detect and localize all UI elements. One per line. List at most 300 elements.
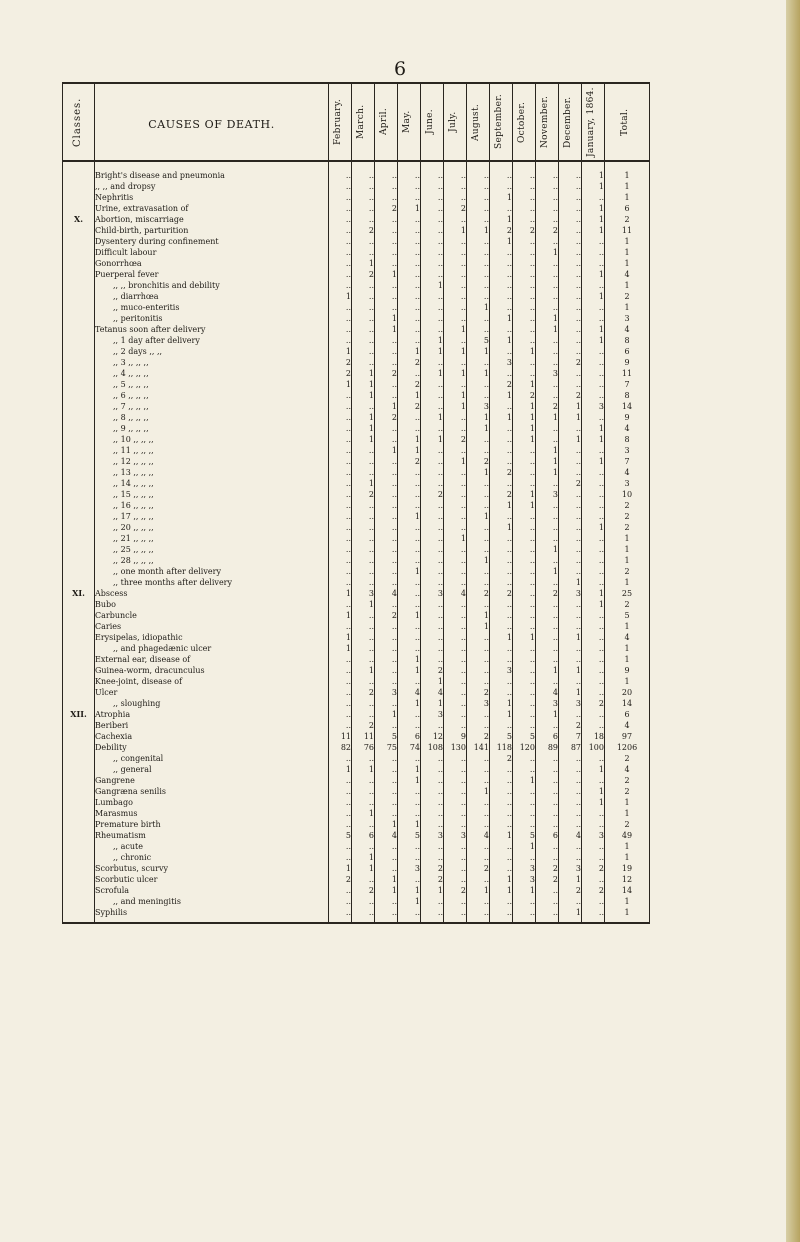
month-count-cell: ..	[513, 786, 536, 797]
month-count-cell: ..	[398, 720, 421, 731]
month-count-cell: ..	[559, 423, 582, 434]
month-count-cell: 1	[536, 467, 559, 478]
cause-cell	[95, 357, 329, 368]
month-count-cell: ..	[375, 456, 398, 467]
month-count-cell: ..	[329, 456, 352, 467]
month-count-cell: ..	[467, 324, 490, 335]
month-count-cell: ..	[467, 214, 490, 225]
month-count-cell: ..	[582, 467, 605, 478]
total-cell: 4	[605, 632, 650, 643]
month-count-cell: 3	[421, 709, 444, 720]
month-count-cell: ..	[375, 302, 398, 313]
month-count-cell: 1	[513, 346, 536, 357]
month-count-cell: ..	[490, 346, 513, 357]
cause-label: Urine, extravasation of	[95, 204, 189, 213]
month-count-cell: 3	[513, 863, 536, 874]
class-cell	[63, 896, 95, 907]
month-count-cell: ..	[444, 192, 467, 203]
table-row	[63, 797, 650, 808]
month-count-cell: ..	[513, 203, 536, 214]
month-count-cell: ..	[444, 357, 467, 368]
cause-label: Bubo	[95, 600, 116, 609]
month-count-cell: 2	[490, 588, 513, 599]
month-count-cell: 18	[582, 731, 605, 742]
cause-cell	[95, 742, 329, 753]
table-row	[63, 324, 650, 335]
month-count-cell: ..	[352, 544, 375, 555]
month-count-cell: ..	[559, 808, 582, 819]
class-cell	[63, 797, 95, 808]
table-row	[63, 346, 650, 357]
month-count-cell: ..	[444, 676, 467, 687]
month-count-cell: ..	[490, 797, 513, 808]
month-count-cell: 1	[467, 511, 490, 522]
total-cell: 2	[605, 500, 650, 511]
month-count-cell: 2	[490, 379, 513, 390]
month-count-cell: ..	[559, 456, 582, 467]
month-count-cell: ..	[467, 896, 490, 907]
month-count-cell: 4	[421, 687, 444, 698]
month-count-cell: ..	[421, 632, 444, 643]
month-count-cell: ..	[444, 258, 467, 269]
month-count-cell: ..	[375, 192, 398, 203]
month-count-cell: 1	[421, 335, 444, 346]
total-cell: 1	[605, 236, 650, 247]
month-count-cell: 2	[490, 225, 513, 236]
month-count-cell: ..	[444, 522, 467, 533]
month-count-cell: ..	[398, 588, 421, 599]
month-count-cell: ..	[444, 302, 467, 313]
month-count-cell: ..	[352, 654, 375, 665]
month-count-cell: ..	[490, 819, 513, 830]
month-count-cell: ..	[444, 720, 467, 731]
column-header-causes: CAUSES OF DEATH.	[95, 83, 329, 161]
month-count-cell: ..	[559, 775, 582, 786]
month-count-cell: ..	[559, 676, 582, 687]
class-cell	[63, 522, 95, 533]
month-count-cell: ..	[536, 852, 559, 863]
month-count-cell: 2	[536, 874, 559, 885]
month-count-cell: 1	[467, 621, 490, 632]
cause-label: Scrofula	[95, 886, 130, 895]
month-count-cell: ..	[375, 533, 398, 544]
cause-cell	[95, 258, 329, 269]
month-count-cell: ..	[329, 852, 352, 863]
month-count-cell: 5	[467, 335, 490, 346]
month-count-cell: ..	[582, 478, 605, 489]
cause-cell	[95, 280, 329, 291]
table-row	[63, 555, 650, 566]
cause-cell	[95, 522, 329, 533]
class-cell	[63, 676, 95, 687]
month-count-cell: 1	[490, 390, 513, 401]
page-edge	[786, 0, 800, 1242]
month-count-cell: 2	[421, 863, 444, 874]
month-count-cell: ..	[582, 379, 605, 390]
month-count-cell: ..	[513, 764, 536, 775]
table-row	[63, 544, 650, 555]
month-count-cell: ..	[536, 797, 559, 808]
table-row	[63, 269, 650, 280]
month-count-cell: ..	[559, 203, 582, 214]
month-count-cell: ..	[375, 665, 398, 676]
month-count-cell: ..	[536, 775, 559, 786]
cause-label: ,, chronic	[113, 853, 152, 862]
column-header-january-1864: January, 1864.	[582, 83, 605, 161]
month-count-cell: ..	[490, 852, 513, 863]
month-count-cell: ..	[513, 566, 536, 577]
month-count-cell: 1	[490, 236, 513, 247]
total-cell: 2	[605, 819, 650, 830]
month-count-cell: ..	[421, 522, 444, 533]
month-count-cell: ..	[513, 313, 536, 324]
month-count-cell: 1	[559, 577, 582, 588]
total-cell: 97	[605, 731, 650, 742]
month-count-cell: ..	[421, 643, 444, 654]
month-count-cell: ..	[375, 896, 398, 907]
month-count-cell: ..	[444, 280, 467, 291]
month-count-cell: ..	[329, 181, 352, 192]
month-count-cell: 3	[398, 863, 421, 874]
month-count-cell: ..	[352, 907, 375, 923]
cause-cell	[95, 665, 329, 676]
header-row	[63, 83, 650, 161]
month-count-cell: ..	[490, 896, 513, 907]
cause-label: Carbuncle	[95, 611, 137, 620]
cause-label: Gonorrhœa	[95, 259, 142, 268]
total-cell: 9	[605, 357, 650, 368]
month-count-cell: 1	[582, 599, 605, 610]
month-count-cell: 1	[398, 445, 421, 456]
month-count-cell: ..	[352, 577, 375, 588]
class-cell	[63, 456, 95, 467]
month-count-cell: ..	[467, 533, 490, 544]
month-count-cell: ..	[513, 357, 536, 368]
cause-label: Guinea-worm, dracunculus	[95, 666, 205, 675]
month-count-cell: 2	[467, 863, 490, 874]
table-row	[63, 588, 650, 599]
month-count-cell: ..	[536, 379, 559, 390]
month-count-cell: 1	[352, 863, 375, 874]
month-count-cell: ..	[490, 687, 513, 698]
month-count-cell: ..	[329, 654, 352, 665]
month-count-cell: 1	[582, 456, 605, 467]
cause-cell	[95, 907, 329, 923]
table-row	[63, 632, 650, 643]
month-count-cell: 1	[536, 709, 559, 720]
month-count-cell: ..	[582, 687, 605, 698]
month-count-cell: ..	[329, 313, 352, 324]
month-count-cell: ..	[513, 236, 536, 247]
total-cell: 1	[605, 302, 650, 313]
cause-cell	[95, 456, 329, 467]
month-count-cell: ..	[375, 247, 398, 258]
month-count-cell: 2	[490, 467, 513, 478]
class-cell	[63, 654, 95, 665]
cause-cell	[95, 555, 329, 566]
total-cell: 1	[605, 808, 650, 819]
month-count-cell: ..	[375, 654, 398, 665]
month-count-cell: ..	[329, 841, 352, 852]
month-count-cell: ..	[375, 841, 398, 852]
month-count-cell: ..	[536, 819, 559, 830]
month-count-cell: ..	[582, 874, 605, 885]
month-count-cell: ..	[444, 379, 467, 390]
total-cell: 1	[605, 533, 650, 544]
month-count-cell: ..	[329, 269, 352, 280]
month-count-cell: ..	[467, 841, 490, 852]
month-count-cell: ..	[513, 478, 536, 489]
month-count-cell: 1	[559, 687, 582, 698]
month-count-cell: ..	[490, 511, 513, 522]
month-count-cell: ..	[467, 720, 490, 731]
month-count-cell: ..	[490, 478, 513, 489]
month-count-cell: ..	[582, 533, 605, 544]
total-cell: 9	[605, 412, 650, 423]
table-row	[63, 709, 650, 720]
month-count-cell: ..	[559, 280, 582, 291]
month-count-cell: 2	[536, 225, 559, 236]
month-count-cell: 1	[421, 280, 444, 291]
class-cell	[63, 269, 95, 280]
month-count-cell: ..	[329, 302, 352, 313]
month-count-cell: ..	[329, 335, 352, 346]
total-cell: 4	[605, 423, 650, 434]
cause-label: Puerperal fever	[95, 270, 159, 279]
month-count-cell: ..	[444, 621, 467, 632]
month-count-cell: ..	[444, 478, 467, 489]
cause-label: ,, 2 days ,, ,,	[113, 347, 163, 356]
month-count-cell: ..	[421, 302, 444, 313]
total-cell: 14	[605, 401, 650, 412]
month-count-cell: 1	[444, 390, 467, 401]
month-count-cell: ..	[467, 654, 490, 665]
month-count-cell: ..	[582, 489, 605, 500]
month-count-cell: ..	[398, 214, 421, 225]
month-count-cell: 2	[467, 687, 490, 698]
month-count-cell: 1	[329, 643, 352, 654]
month-count-cell: ..	[352, 181, 375, 192]
month-count-cell: ..	[375, 775, 398, 786]
month-count-cell: ..	[444, 610, 467, 621]
month-count-cell: ..	[421, 819, 444, 830]
cause-cell	[95, 896, 329, 907]
class-cell	[63, 610, 95, 621]
cause-cell	[95, 401, 329, 412]
month-count-cell: 2	[513, 390, 536, 401]
table-row	[63, 456, 650, 467]
month-count-cell: ..	[375, 467, 398, 478]
month-count-cell: ..	[582, 368, 605, 379]
month-count-cell: ..	[375, 357, 398, 368]
cause-cell	[95, 698, 329, 709]
class-cell	[63, 643, 95, 654]
month-count-cell: ..	[352, 456, 375, 467]
month-count-cell: ..	[398, 544, 421, 555]
month-count-cell: ..	[490, 533, 513, 544]
month-count-cell: ..	[444, 852, 467, 863]
month-count-cell: ..	[329, 533, 352, 544]
month-count-cell: ..	[582, 753, 605, 764]
month-count-cell: ..	[329, 401, 352, 412]
month-count-cell: ..	[513, 665, 536, 676]
cause-label: ,, general	[113, 765, 152, 774]
table-row	[63, 720, 650, 731]
cause-label: Rheumatism	[95, 831, 146, 840]
month-count-cell: ..	[375, 852, 398, 863]
month-count-cell: ..	[490, 401, 513, 412]
cause-cell	[95, 302, 329, 313]
month-count-cell: ..	[467, 478, 490, 489]
month-count-cell: 2	[375, 203, 398, 214]
month-count-cell: ..	[559, 797, 582, 808]
month-count-cell: 1	[329, 588, 352, 599]
month-count-cell: 4	[559, 830, 582, 841]
month-count-cell: 1	[490, 522, 513, 533]
month-count-cell: ..	[375, 346, 398, 357]
month-count-cell: 1	[352, 379, 375, 390]
cause-label: ,, 14 ,, ,, ,,	[113, 479, 154, 488]
cause-cell	[95, 841, 329, 852]
month-count-cell: 1	[490, 709, 513, 720]
month-count-cell: ..	[329, 236, 352, 247]
month-count-cell: ..	[421, 533, 444, 544]
month-count-cell: ..	[490, 610, 513, 621]
month-count-cell: 9	[444, 731, 467, 742]
month-count-cell: 1	[490, 632, 513, 643]
cause-label: ,, 17 ,, ,, ,,	[113, 512, 154, 521]
cause-cell	[95, 434, 329, 445]
cause-cell	[95, 610, 329, 621]
month-count-cell: ..	[444, 467, 467, 478]
month-count-cell: 1	[398, 610, 421, 621]
month-count-cell: 6	[536, 830, 559, 841]
month-count-cell: 2	[536, 863, 559, 874]
cause-cell	[95, 654, 329, 665]
month-count-cell: ..	[582, 621, 605, 632]
month-count-cell: ..	[375, 225, 398, 236]
month-count-cell: ..	[559, 467, 582, 478]
month-count-cell: ..	[536, 555, 559, 566]
month-count-cell: 1	[513, 841, 536, 852]
month-count-cell: ..	[513, 368, 536, 379]
month-count-cell: 4	[444, 588, 467, 599]
month-count-cell: 108	[421, 742, 444, 753]
total-cell: 2	[605, 775, 650, 786]
month-count-cell: ..	[490, 907, 513, 923]
month-count-cell: ..	[352, 643, 375, 654]
month-count-cell: ..	[375, 258, 398, 269]
month-count-cell: ..	[398, 643, 421, 654]
month-count-cell: ..	[559, 819, 582, 830]
month-count-cell: 2	[559, 885, 582, 896]
month-count-cell: ..	[559, 643, 582, 654]
cause-cell	[95, 621, 329, 632]
cause-label: Debility	[95, 743, 127, 752]
month-count-cell: ..	[582, 500, 605, 511]
month-count-cell: 2	[490, 489, 513, 500]
month-count-cell: ..	[375, 599, 398, 610]
month-count-cell: ..	[513, 522, 536, 533]
month-count-cell: ..	[398, 808, 421, 819]
month-count-cell: ..	[421, 313, 444, 324]
cause-cell	[95, 313, 329, 324]
month-count-cell: ..	[398, 709, 421, 720]
month-count-cell: ..	[375, 390, 398, 401]
month-count-cell: ..	[421, 720, 444, 731]
class-cell	[63, 478, 95, 489]
month-count-cell: ..	[352, 401, 375, 412]
month-count-cell: ..	[490, 269, 513, 280]
table-row	[63, 423, 650, 434]
month-count-cell: ..	[536, 511, 559, 522]
month-count-cell: ..	[467, 577, 490, 588]
month-count-cell: ..	[536, 478, 559, 489]
month-count-cell: 4	[536, 687, 559, 698]
month-count-cell: ..	[559, 161, 582, 181]
month-count-cell: ..	[444, 797, 467, 808]
month-count-cell: ..	[582, 720, 605, 731]
month-count-cell: 1	[559, 874, 582, 885]
month-count-cell: 1	[467, 346, 490, 357]
month-count-cell: ..	[582, 808, 605, 819]
month-count-cell: ..	[398, 302, 421, 313]
month-count-cell: 1	[490, 313, 513, 324]
cause-label: Dysentery during confinement	[95, 237, 219, 246]
cause-label: ,, three months after delivery	[113, 578, 233, 587]
month-count-cell: 1	[329, 291, 352, 302]
month-count-cell: ..	[352, 621, 375, 632]
month-count-cell: 1	[536, 456, 559, 467]
cause-label: ,, 12 ,, ,, ,,	[113, 457, 154, 466]
month-count-cell: ..	[582, 852, 605, 863]
month-count-cell: ..	[421, 445, 444, 456]
month-count-cell: ..	[329, 599, 352, 610]
month-count-cell: 2	[582, 885, 605, 896]
month-count-cell: ..	[582, 643, 605, 654]
month-count-cell: ..	[329, 896, 352, 907]
class-cell	[63, 357, 95, 368]
month-count-cell: ..	[352, 291, 375, 302]
cause-cell	[95, 863, 329, 874]
cause-label: Tetanus soon after delivery	[95, 325, 206, 334]
month-count-cell: 1	[398, 885, 421, 896]
month-count-cell: 2	[398, 379, 421, 390]
cause-label: Marasmus	[95, 809, 138, 818]
table-row	[63, 335, 650, 346]
month-count-cell: ..	[513, 698, 536, 709]
class-cell	[63, 225, 95, 236]
cause-cell	[95, 709, 329, 720]
class-cell	[63, 467, 95, 478]
column-header-april: April.	[375, 83, 398, 161]
month-count-cell: ..	[559, 599, 582, 610]
month-count-cell: ..	[329, 819, 352, 830]
month-count-cell: 3	[467, 401, 490, 412]
month-count-cell: ..	[444, 335, 467, 346]
month-count-cell: ..	[582, 676, 605, 687]
month-count-cell: ..	[352, 676, 375, 687]
month-count-cell: 1	[352, 665, 375, 676]
month-count-cell: 2	[467, 456, 490, 467]
month-count-cell: ..	[329, 478, 352, 489]
month-count-cell: 1	[490, 830, 513, 841]
month-count-cell: ..	[513, 192, 536, 203]
month-count-cell: ..	[352, 841, 375, 852]
month-count-cell: 1	[352, 808, 375, 819]
table-row	[63, 192, 650, 203]
total-cell: 2	[605, 522, 650, 533]
